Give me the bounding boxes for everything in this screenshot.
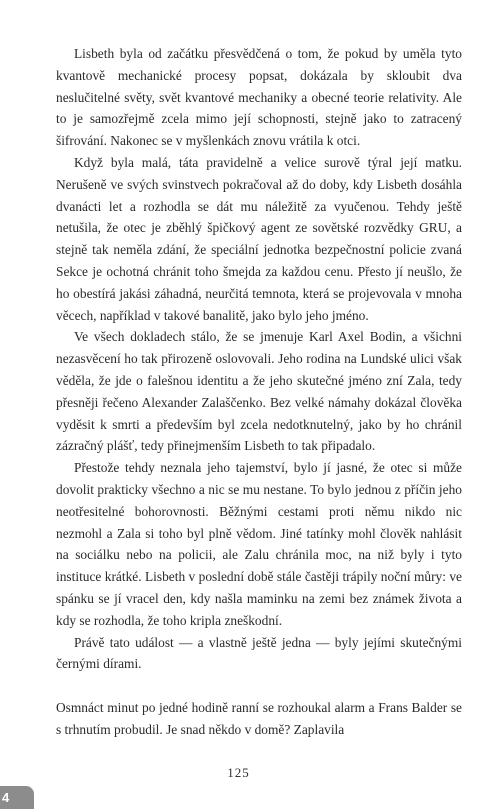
- paragraph-6: Osmnáct minut po jedné hodině ranní se rozhoukal alarm a Frans Balder se s trhnutím probudil. Je snad někdo v domě? Zaplavila: [56, 700, 462, 737]
- paragraph-4: Přestože tehdy neznala jeho tajemství, bylo jí jasné, že otec si může dovolit prakticky všechno a nic se mu nestane. To bylo jednou z příčin jeho neotřesitelné bohorovnosti. Běžnými cestami proti němu nikdo nic nezmohl a Zala si toho byl plně vědom. Jiné tatínky mohl člověk nahlásit na sociálku nebo na policii, ale Zalu chránila moc, na niž byly i tyto instituce krátké. Lisbeth v poslední době stále častěji trápily noční můry: ve spánku se jí vracel den, kdy našla maminku na zemi bez známek života a kdy se rozhodla, že toho kripla zneškodní.: [56, 460, 462, 628]
- book-page-text: [56, 43, 462, 741]
- page-corner-tab[interactable]: 4: [0, 786, 34, 809]
- paragraph-1: Lisbeth byla od začátku přesvědčená o tom, že pokud by uměla tyto kvantově mechanické procesy popsat, dokázala by skloubit dva neslučitelné světy, svět kvantové mechaniky a obecné teorie relativity. Ale to je samozřejmě zcela mimo její schopnosti, stejně jako to zatracený šifrování. Nakonec se v myšlenkách znovu vrátila k otci.: [56, 46, 462, 149]
- paragraph-2: Když byla malá, táta pravidelně a velice surově týral její matku. Nerušeně ve svých svinstvech pokračoval až do doby, kdy Lisbeth dosáhla dvanácti let a rozhodla se dát mu náležitě za vyučenou. Tehdy ještě netušila, že otec je zběhlý špičkový agent ze sovětské rozvědky GRU, a stejně tak neměla zdání, že speciální jednotka bezpečnostní policie zvaná Sekce je ochotná chránit toho šmejda za každou cenu. Přesto jí neušlo, že ho obestírá jakási záhadná, neurčitá temnota, která se projevovala v mnoha věcech, například v takové banalitě, jako bylo jeho jméno.: [56, 154, 462, 323]
- paragraph-5: Právě tato událost — a vlastně ještě jedna — byly jejími skutečnými černými dírami.: [56, 634, 462, 672]
- paragraph-3: Ve všech dokladech stálo, že se jmenuje Karl Axel Bodin, a všichni nezasvěcení ho tak přirozeně oslovovali. Jeho rodina na Lundské ulici však věděla, že jde o falešnou identitu a že jeho skutečné jméno zní Zala, tedy přesněji řečeno Alexander Zalaščenko. Bez velké námahy dokázal člověka vyděsit k smrti a především byl zcela nedotknutelný, jako by ho chránil zázračný plášť, tedy přinejmenším Lisbeth to tak připadalo.: [56, 329, 462, 454]
- page-number: 125: [227, 765, 250, 780]
